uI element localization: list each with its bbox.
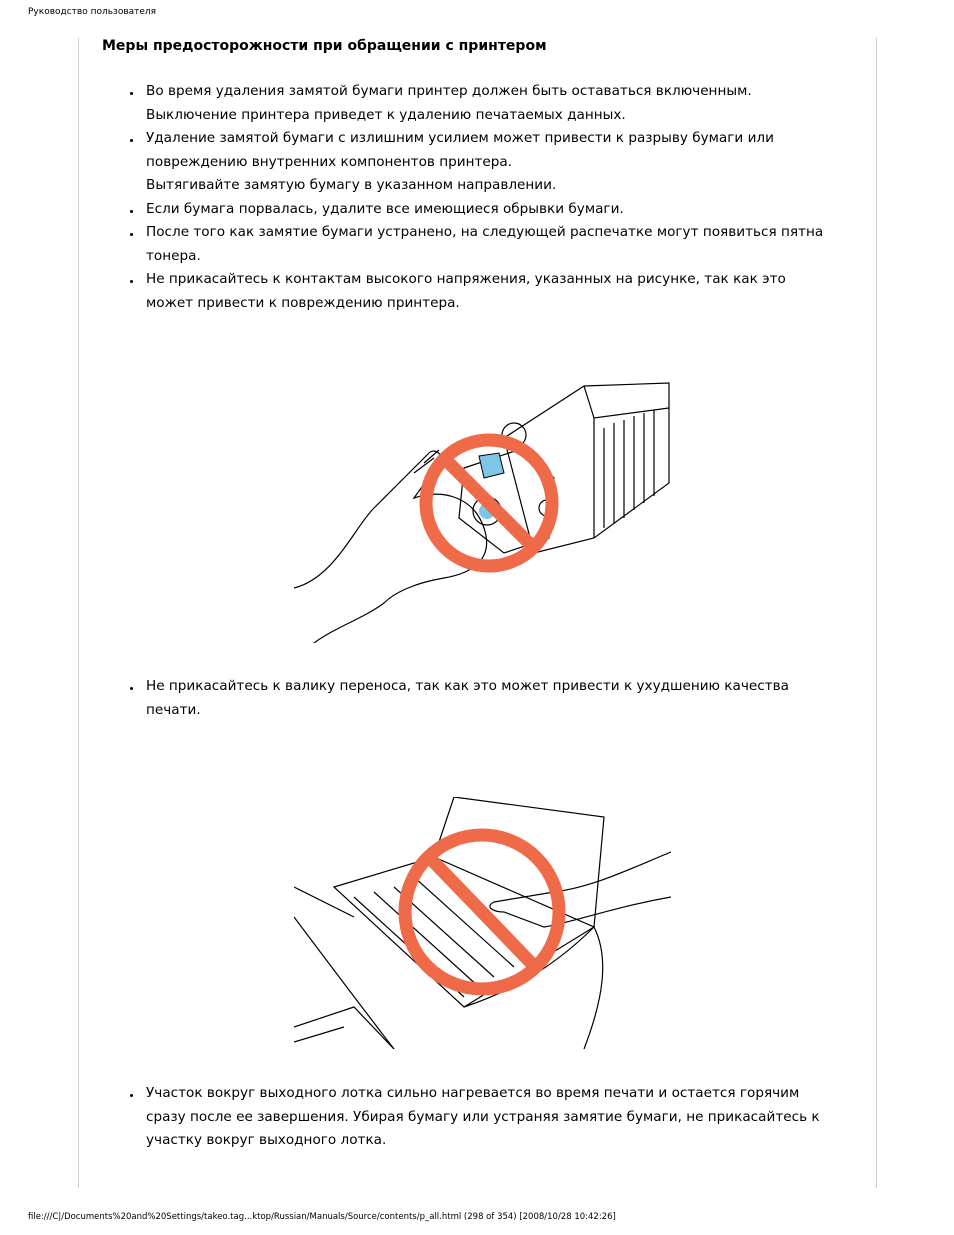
right-border [876,38,877,1188]
precautions-list-2 [130,675,789,722]
page-footer: file:///C|/Documents%20and%20Settings/takeo.tag...ktop/Russian/Manuals/Source/contents/p_all.html (298 of 354) [2008/10/28 10:42:26] [28,1212,616,1222]
list-item [130,268,823,315]
transfer-roller-illustration [294,797,671,1049]
list-item-line: повреждению внутренних компонентов принтера. [146,153,513,170]
list-item [130,1082,820,1153]
precautions-list-1 [130,80,823,315]
list-item [130,221,823,268]
list-item [130,198,823,222]
list-item-line: может привести к повреждению принтера. [146,294,460,311]
list-item-line: Не прикасайтесь к контактам высокого напряжения, указанных на рисунке, так как это [146,271,786,287]
list-item-line: Удаление замятой бумаги с излишним усилием может привести к разрыву бумаги или [146,130,774,146]
list-item-line: Участок вокруг выходного лотка сильно нагревается во время печати и остается горячим [146,1085,800,1101]
page-title: Меры предосторожности при обращении с принтером [102,38,547,54]
page-header: Руководство пользователя [28,7,157,17]
list-item-line: сразу после ее завершения. Убирая бумагу или устраняя замятие бумаги, не прикасайтесь к [146,1108,820,1125]
list-item-line: Не прикасайтесь к валику переноса, так как это может привести к ухудшению качества [146,678,789,694]
list-item [130,80,823,127]
list-item-line: После того как замятие бумаги устранено, на следующей распечатке могут появиться пятна [146,224,824,240]
list-item-line: Во время удаления замятой бумаги принтер должен быть оставаться включенным. [146,83,752,99]
list-item-line: Если бумага порвалась, удалите все имеющиеся обрывки бумаги. [146,200,624,217]
list-item-line: участку вокруг выходного лотка. [146,1132,387,1148]
list-item-line: Вытягивайте замятую бумагу в указанном направлении. [146,177,557,193]
high-voltage-contacts-illustration [294,378,671,643]
list-item [130,675,789,722]
list-item-line: Выключение принтера приведет к удалению печатаемых данных. [146,106,626,123]
list-item-line: тонера. [146,247,201,264]
list-item-line: печати. [146,701,201,718]
precautions-list-3 [130,1082,820,1153]
list-item [130,127,823,198]
left-border [78,38,79,1188]
